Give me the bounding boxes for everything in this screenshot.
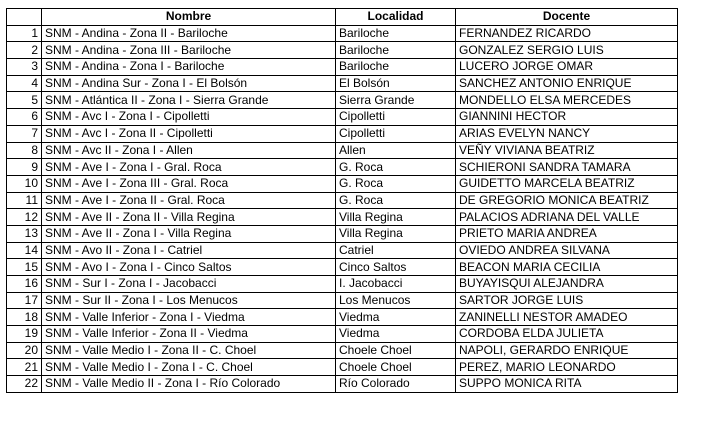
table-row	[7, 359, 678, 376]
row-number: 22	[7, 376, 42, 393]
table-row	[7, 242, 678, 259]
table-row	[7, 159, 678, 176]
cell-localidad: Viedma	[336, 309, 456, 326]
cell-nombre: SNM - Avc II - Zona I - Allen	[42, 142, 336, 159]
cell-nombre: SNM - Sur II - Zona I - Los Menucos	[42, 292, 336, 309]
cell-docente: PALACIOS ADRIANA DEL VALLE	[456, 209, 678, 226]
header-localidad: Localidad	[336, 9, 456, 26]
table-row	[7, 142, 678, 159]
cell-nombre: SNM - Ave I - Zona II - Gral. Roca	[42, 192, 336, 209]
cell-localidad: G. Roca	[336, 159, 456, 176]
table-row	[7, 25, 678, 42]
cell-localidad: Cipolletti	[336, 109, 456, 126]
row-number: 10	[7, 175, 42, 192]
table-row	[7, 376, 678, 393]
table-row	[7, 259, 678, 276]
cell-localidad: Allen	[336, 142, 456, 159]
cell-nombre: SNM - Ave II - Zona II - Villa Regina	[42, 209, 336, 226]
row-number: 9	[7, 159, 42, 176]
row-number: 15	[7, 259, 42, 276]
header-docente: Docente	[456, 9, 678, 26]
cell-nombre: SNM - Valle Medio I - Zona II - C. Choel	[42, 342, 336, 359]
row-number: 21	[7, 359, 42, 376]
table-row	[7, 75, 678, 92]
cell-nombre: SNM - Ave I - Zona I - Gral. Roca	[42, 159, 336, 176]
cell-docente: OVIEDO ANDREA SILVANA	[456, 242, 678, 259]
row-number: 12	[7, 209, 42, 226]
cell-nombre: SNM - Valle Inferior - Zona I - Viedma	[42, 309, 336, 326]
row-number: 6	[7, 109, 42, 126]
cell-localidad: Cinco Saltos	[336, 259, 456, 276]
table-row	[7, 342, 678, 359]
table-row	[7, 276, 678, 293]
cell-localidad: Villa Regina	[336, 209, 456, 226]
cell-nombre: SNM - Andina - Zona I - Bariloche	[42, 59, 336, 76]
cell-localidad: Cipolletti	[336, 125, 456, 142]
docentes-table	[6, 8, 678, 393]
table-row	[7, 209, 678, 226]
row-number: 16	[7, 276, 42, 293]
cell-nombre: SNM - Avc I - Zona I - Cipolletti	[42, 109, 336, 126]
cell-docente: BEACON MARIA CECILIA	[456, 259, 678, 276]
table-row	[7, 192, 678, 209]
row-number: 17	[7, 292, 42, 309]
row-number: 4	[7, 75, 42, 92]
cell-docente: ARIAS EVELYN NANCY	[456, 125, 678, 142]
cell-docente: MONDELLO ELSA MERCEDES	[456, 92, 678, 109]
cell-nombre: SNM - Valle Inferior - Zona II - Viedma	[42, 326, 336, 343]
header-index	[7, 9, 42, 26]
cell-localidad: Sierra Grande	[336, 92, 456, 109]
row-number: 2	[7, 42, 42, 59]
cell-localidad: I. Jacobacci	[336, 276, 456, 293]
row-number: 14	[7, 242, 42, 259]
cell-localidad: Choele Choel	[336, 342, 456, 359]
cell-docente: FERNANDEZ RICARDO	[456, 25, 678, 42]
row-number: 1	[7, 25, 42, 42]
cell-localidad: Viedma	[336, 326, 456, 343]
cell-nombre: SNM - Sur I - Zona I - Jacobacci	[42, 276, 336, 293]
cell-nombre: SNM - Andina Sur - Zona I - El Bolsón	[42, 75, 336, 92]
table-row	[7, 59, 678, 76]
row-number: 7	[7, 125, 42, 142]
cell-docente: GONZALEZ SERGIO LUIS	[456, 42, 678, 59]
table-row	[7, 292, 678, 309]
cell-docente: BUYAYISQUI ALEJANDRA	[456, 276, 678, 293]
cell-nombre: SNM - Avc I - Zona II - Cipolletti	[42, 125, 336, 142]
cell-localidad: Villa Regina	[336, 225, 456, 242]
row-number: 3	[7, 59, 42, 76]
cell-localidad: Bariloche	[336, 42, 456, 59]
cell-nombre: SNM - Valle Medio I - Zona I - C. Choel	[42, 359, 336, 376]
cell-localidad: Bariloche	[336, 25, 456, 42]
cell-docente: LUCERO JORGE OMAR	[456, 59, 678, 76]
row-number: 18	[7, 309, 42, 326]
cell-localidad: El Bolsón	[336, 75, 456, 92]
cell-docente: SCHIERONI SANDRA TAMARA	[456, 159, 678, 176]
table-row	[7, 309, 678, 326]
header-row	[7, 9, 678, 26]
cell-nombre: SNM - Ave II - Zona I - Villa Regina	[42, 225, 336, 242]
cell-docente: SUPPO MONICA RITA	[456, 376, 678, 393]
cell-docente: PEREZ, MARIO LEONARDO	[456, 359, 678, 376]
cell-nombre: SNM - Andina - Zona II - Bariloche	[42, 25, 336, 42]
cell-localidad: Los Menucos	[336, 292, 456, 309]
row-number: 8	[7, 142, 42, 159]
cell-docente: GUIDETTO MARCELA BEATRIZ	[456, 175, 678, 192]
cell-docente: GIANNINI HECTOR	[456, 109, 678, 126]
cell-docente: ZANINELLI NESTOR AMADEO	[456, 309, 678, 326]
cell-localidad: Bariloche	[336, 59, 456, 76]
table-row	[7, 125, 678, 142]
row-number: 11	[7, 192, 42, 209]
cell-localidad: G. Roca	[336, 175, 456, 192]
table-row	[7, 42, 678, 59]
row-number: 20	[7, 342, 42, 359]
table-row	[7, 92, 678, 109]
table-row	[7, 175, 678, 192]
cell-docente: SANCHEZ ANTONIO ENRIQUE	[456, 75, 678, 92]
cell-docente: CORDOBA ELDA JULIETA	[456, 326, 678, 343]
cell-localidad: Río Colorado	[336, 376, 456, 393]
cell-nombre: SNM - Ave I - Zona III - Gral. Roca	[42, 175, 336, 192]
cell-nombre: SNM - Valle Medio II - Zona I - Río Colorado	[42, 376, 336, 393]
cell-localidad: G. Roca	[336, 192, 456, 209]
row-number: 5	[7, 92, 42, 109]
cell-docente: DE GREGORIO MONICA BEATRIZ	[456, 192, 678, 209]
cell-nombre: SNM - Avo I - Zona I - Cinco Saltos	[42, 259, 336, 276]
cell-docente: SARTOR JORGE LUIS	[456, 292, 678, 309]
table-row	[7, 225, 678, 242]
cell-docente: NAPOLI, GERARDO ENRIQUE	[456, 342, 678, 359]
table-row	[7, 109, 678, 126]
table-row	[7, 326, 678, 343]
cell-docente: VEÑY VIVIANA BEATRIZ	[456, 142, 678, 159]
row-number: 13	[7, 225, 42, 242]
cell-nombre: SNM - Atlántica II - Zona I - Sierra Grande	[42, 92, 336, 109]
header-nombre: Nombre	[42, 9, 336, 26]
cell-docente: PRIETO MARIA ANDREA	[456, 225, 678, 242]
cell-localidad: Catriel	[336, 242, 456, 259]
cell-localidad: Choele Choel	[336, 359, 456, 376]
cell-nombre: SNM - Andina - Zona III - Bariloche	[42, 42, 336, 59]
row-number: 19	[7, 326, 42, 343]
cell-nombre: SNM - Avo II - Zona I - Catriel	[42, 242, 336, 259]
